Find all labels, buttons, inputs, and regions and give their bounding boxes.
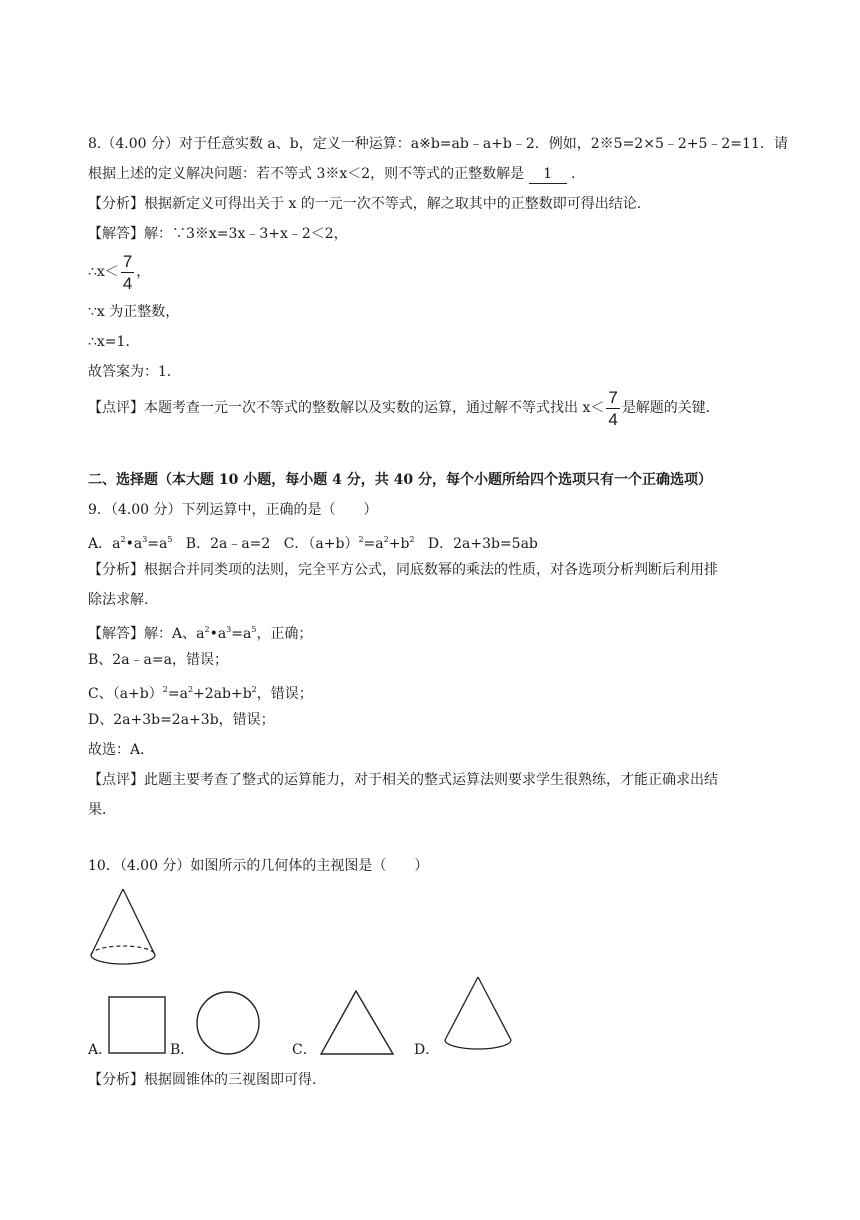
q9-solution-text: •a <box>209 626 227 642</box>
q9-comment-2: 果． <box>88 802 116 818</box>
fraction-denominator: 4 <box>122 273 133 293</box>
q8-stem-text: 根据上述的定义解决问题：若不等式 3※x＜2，则不等式的正整数解是 <box>88 166 525 182</box>
q8-solution-1: 【解答】解：∵3※x=3x﹣3+x﹣2＜2， <box>88 226 348 242</box>
q9-solution-text: C、（a+b） <box>88 686 163 702</box>
q9-solution-text: =a <box>167 686 188 702</box>
q8-comment-text: 【点评】本题考查一元一次不等式的整数解以及实数的运算，通过解不等式找出 x＜ <box>88 400 605 416</box>
fraction-denominator: 4 <box>608 409 618 429</box>
exponent: 2 <box>162 685 168 694</box>
fraction-seven-fourths <box>606 389 619 428</box>
q9-solution-text: 【解答】解：A、a <box>88 626 205 642</box>
q10-stem: 10．（4.00 分）如图所示的几何体的主视图是（ ） <box>88 858 429 874</box>
exponent: 2 <box>204 625 210 634</box>
q9-analysis-1: 【分析】根据合并同类项的法则，完全平方公式，同底数幂的乘法的性质，对各选项分析判断后利用排 <box>88 562 718 578</box>
q9-comment-1: 【点评】此题主要考查了整式的运算能力，对于相关的整式运算法则要求学生很熟练，才能正确求出结 <box>88 772 718 788</box>
exponent: 3 <box>226 625 232 634</box>
circle-view-figure <box>194 990 264 1056</box>
q9-option-a-text: A．a <box>88 536 121 552</box>
q9-option-c-text: =a <box>363 536 384 552</box>
cone-view-figure <box>440 974 518 1056</box>
exponent: 5 <box>251 625 257 634</box>
q9-solution-text: +2ab+b <box>193 686 252 702</box>
q8-solution-5: 故答案为：1． <box>88 364 181 380</box>
q9-option-c-text: C．（a+b） <box>283 536 359 552</box>
q9-option-a <box>88 536 172 552</box>
exponent: 2 <box>187 685 194 694</box>
q9-analysis-2: 除法求解． <box>88 592 158 608</box>
q8-stem-end: ． <box>571 166 586 182</box>
section-2-heading: 二、选择题（本大题 10 小题，每小题 4 分，共 40 分，每个小题所给四个选项只有一个正确选项） <box>88 472 712 488</box>
q9-option-b: B．2a﹣a=2 <box>185 536 271 552</box>
q9-option-c <box>284 536 415 552</box>
q10-label-a: A． <box>88 1042 113 1058</box>
q9-solution-b: B、2a﹣a=a，错误； <box>88 652 228 668</box>
q8-analysis: 【分析】根据新定义可得出关于 x 的一元一次不等式，解之取其中的正整数即可得出结论． <box>88 196 651 212</box>
exponent: 2 <box>383 535 389 544</box>
q9-solution-text: =a <box>231 626 252 642</box>
q9-option-a-text: •a <box>125 536 143 552</box>
q9-options <box>88 530 538 554</box>
q8-stem-line2 <box>88 164 585 184</box>
q8-comment <box>88 388 720 428</box>
fraction-seven-fourths <box>121 253 134 292</box>
q9-solution-d: D、2a+3b=2a+3b，错误； <box>88 712 275 728</box>
q8-therefore: ∴x＜ <box>88 264 119 280</box>
q8-comma: ， <box>136 264 151 280</box>
exponent: 2 <box>409 535 415 544</box>
square-view-figure <box>108 996 166 1054</box>
exponent: 2 <box>120 535 126 544</box>
q9-solution-text: ，正确； <box>256 626 313 642</box>
exponent: 2 <box>358 535 364 544</box>
cone-figure <box>86 886 160 968</box>
q9-solution-a <box>88 620 312 644</box>
q9-option-c-text: +b <box>388 536 410 552</box>
fraction-numerator: 7 <box>122 251 133 271</box>
q9-choice: 故选：A． <box>88 742 155 758</box>
q10-label-c: C． <box>292 1042 317 1058</box>
q9-option-d: D．2a+3b=5ab <box>427 536 538 552</box>
q8-solution-2 <box>88 252 150 292</box>
q8-solution-3: ∵x 为正整数， <box>88 304 180 320</box>
triangle-view-figure <box>318 988 398 1058</box>
q8-solution-4: ∴x=1． <box>88 334 140 350</box>
q8-comment-end: 是解题的关键． <box>621 400 720 416</box>
fraction-numerator: 7 <box>608 387 618 407</box>
q8-answer-blank: 1 <box>529 166 567 184</box>
q10-label-d: D． <box>414 1042 440 1058</box>
q9-option-a-text: =a <box>147 536 168 552</box>
exponent: 2 <box>251 685 257 694</box>
exponent: 3 <box>142 535 148 544</box>
exponent: 5 <box>167 535 173 544</box>
q10-analysis: 【分析】根据圆锥体的三视图即可得． <box>88 1072 326 1088</box>
q9-solution-text: ，错误； <box>256 686 313 702</box>
q8-stem-line1: 8.（4.00 分）对于任意实数 a、b，定义一种运算：a※b=ab﹣a+b﹣2．例如，2※5=2×5﹣2+5﹣2=11．请 <box>88 136 788 152</box>
q10-label-b: B． <box>170 1042 195 1058</box>
q9-stem: 9．（4.00 分）下列运算中，正确的是（ ） <box>88 502 378 518</box>
q9-solution-c <box>88 680 313 704</box>
